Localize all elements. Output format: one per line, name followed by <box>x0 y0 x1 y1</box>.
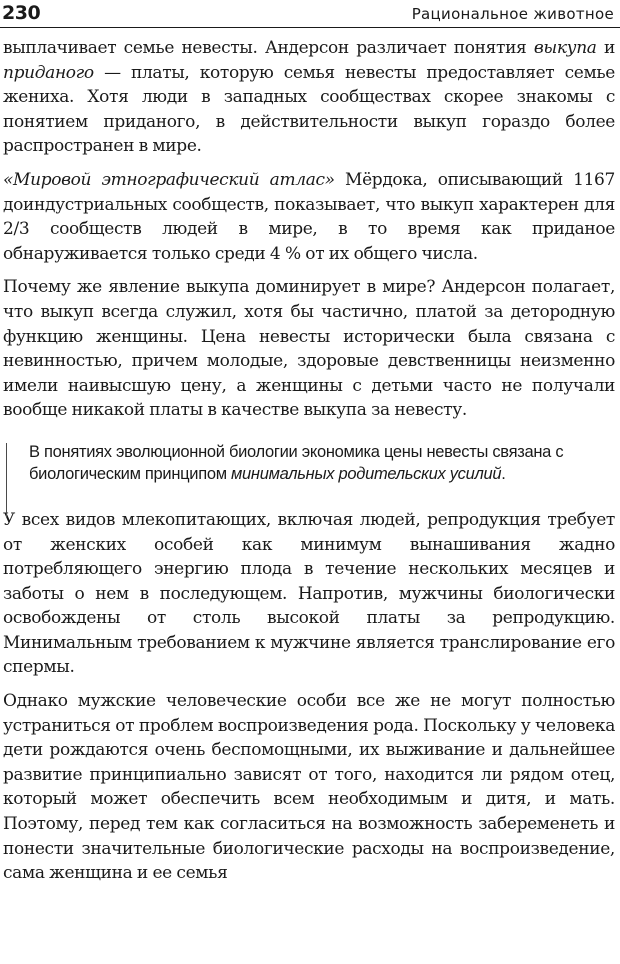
text-run: У всех видов млекопитающих, включая людей, репродукция требует от женских особей как минимум вынашивания жадно потребляющего энергию плода в течение нескольких месяцев и заботы о нем в последующем. Напротив, мужчины биологически освобождены от столь высокой платы за репродукцию. Минимальным требованием к мужчине является транслирование его спермы. <box>3 509 615 678</box>
text-run: . <box>501 465 506 484</box>
header-rule <box>0 27 620 28</box>
paragraph <box>3 168 615 266</box>
emphasis-run: «Мировой этнографический атлас» <box>3 169 335 190</box>
paragraph <box>3 689 615 886</box>
text-run: и <box>596 38 615 58</box>
pull-quote-bar <box>6 443 7 517</box>
text-run: Мёрдока, описывающий 1167 доиндустриальных сообществ, показывает, что выкуп характерен для 2/3 сообществ людей в мире, в то время как приданое обнаруживается только среди 4 % от их общего числа. <box>3 169 615 264</box>
text-run: выплачивает семье невесты. Андерсон различает понятия <box>3 38 534 58</box>
pull-quote-text <box>29 441 597 486</box>
spacer <box>3 266 615 275</box>
spacer <box>3 423 615 439</box>
spacer <box>3 680 615 689</box>
emphasis-run: приданого <box>3 62 94 83</box>
spacer <box>3 159 615 168</box>
text-run: Однако мужские человеческие особи все же не могут полностью устраниться от проблем воспроизведения рода. Поскольку у человека дети рождаются очень беспомощными, их выживание и дальнейшее развитие принципиально зависят от того, находится ли рядом отец, который может обеспечить всем необходимым и дитя, и мать. Поэтому, перед тем как согласиться на возможность забеременеть и понести значительные биологические расходы на воспроизведение, сама женщина и ее семья <box>3 691 615 884</box>
pull-quote <box>3 439 615 492</box>
page-header <box>0 0 620 30</box>
emphasis-run: выкупа <box>533 38 597 58</box>
page-number: 230 <box>2 2 41 24</box>
running-title: Рациональное животное <box>411 5 614 23</box>
paragraph <box>3 508 615 680</box>
paragraph <box>3 36 615 159</box>
text-run: В понятиях эволюционной биологии экономика цены невесты связана с биологическим принципом <box>29 442 564 484</box>
text-run: — платы, которую семья невесты предоставляет семье жениха. Хотя люди в западных сообществах скорее знакомы с понятием приданого, в действительности выкуп гораздо более распространен в мире. <box>3 62 615 157</box>
paragraph <box>3 275 615 423</box>
spacer <box>3 492 615 508</box>
text-run: Почему же явление выкупа доминирует в мире? Андерсон полагает, что выкуп всегда служил, хотя бы частично, платой за детородную функцию женщины. Цена невесты исторически была связана с невинностью, причем молодые, здоровые девственницы неизменно имели наивысшую цену, а женщины с детьми часто не получали вообще никакой платы в качестве выкупа за невесту. <box>3 277 615 421</box>
emphasis-run: минимальных родительских усилий <box>231 465 502 484</box>
page-body <box>3 36 615 886</box>
